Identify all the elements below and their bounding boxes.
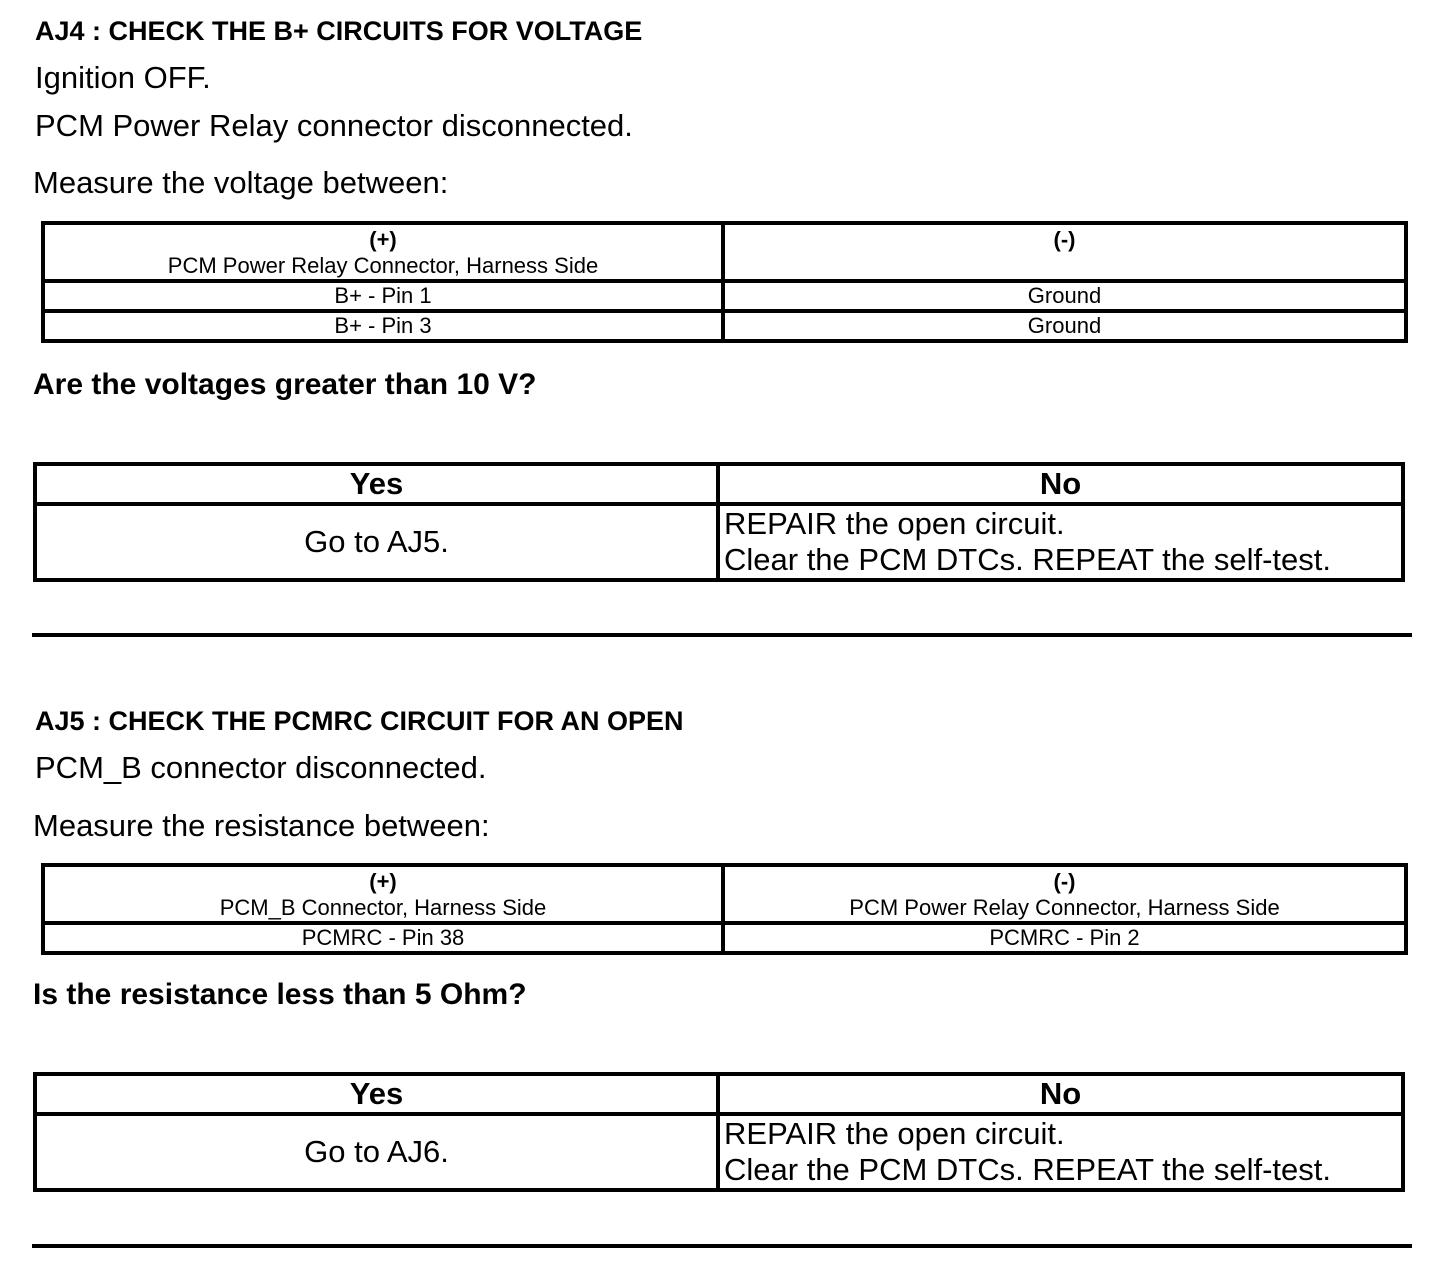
- answer-header-row: [35, 464, 1403, 504]
- minus-cell: Ground: [723, 281, 1406, 311]
- no-header: No: [718, 1074, 1403, 1114]
- step-title: AJ4 : CHECK THE B+ CIRCUITS FOR VOLTAGE: [35, 16, 643, 46]
- plus-cell: PCMRC - Pin 38: [43, 923, 723, 953]
- plus-connector-label: PCM Power Relay Connector, Harness Side: [167, 253, 599, 278]
- plus-header-cell: [43, 865, 723, 923]
- condition-line: PCM_B connector disconnected.: [35, 750, 487, 785]
- table-row: [43, 281, 1406, 311]
- section-divider: [32, 633, 1412, 637]
- yes-header: Yes: [35, 464, 718, 504]
- instruction-line: Measure the resistance between:: [33, 808, 490, 843]
- no-action-line: REPAIR the open circuit.: [724, 506, 1065, 541]
- no-header: No: [718, 464, 1403, 504]
- measurement-table: [41, 221, 1408, 343]
- plus-connector-label: PCM_B Connector, Harness Side: [219, 895, 547, 920]
- minus-header-cell: [723, 865, 1406, 923]
- yes-action: Go to AJ6.: [35, 1114, 718, 1190]
- plus-cell: B+ - Pin 1: [43, 281, 723, 311]
- minus-symbol: (-): [1053, 227, 1076, 252]
- yes-action: Go to AJ5.: [35, 504, 718, 580]
- instruction-line: Measure the voltage between:: [33, 165, 449, 200]
- table-header-row: [43, 223, 1406, 281]
- plus-symbol: (+): [369, 869, 397, 894]
- answer-row: [35, 504, 1403, 580]
- minus-header-cell: [723, 223, 1406, 281]
- no-action-line: Clear the PCM DTCs. REPEAT the self-test.: [724, 1152, 1331, 1187]
- no-action: [718, 1114, 1403, 1190]
- condition-line: PCM Power Relay connector disconnected.: [35, 108, 633, 143]
- minus-cell: PCMRC - Pin 2: [723, 923, 1406, 953]
- plus-header-cell: [43, 223, 723, 281]
- plus-cell: B+ - Pin 3: [43, 311, 723, 341]
- question-text: Are the voltages greater than 10 V?: [33, 368, 537, 401]
- minus-symbol: (-): [1053, 869, 1076, 894]
- plus-symbol: (+): [369, 227, 397, 252]
- table-row: [43, 311, 1406, 341]
- question-text: Is the resistance less than 5 Ohm?: [33, 978, 527, 1011]
- answer-table: [33, 1072, 1405, 1192]
- no-action: [718, 504, 1403, 580]
- section-divider: [32, 1244, 1412, 1248]
- step-title: AJ5 : CHECK THE PCMRC CIRCUIT FOR AN OPEN: [35, 706, 684, 736]
- minus-connector-label: PCM Power Relay Connector, Harness Side: [849, 895, 1280, 920]
- measurement-table: [41, 863, 1408, 955]
- answer-table: [33, 462, 1405, 582]
- answer-row: [35, 1114, 1403, 1190]
- answer-header-row: [35, 1074, 1403, 1114]
- condition-line: Ignition OFF.: [35, 60, 211, 95]
- table-header-row: [43, 865, 1406, 923]
- no-action-line: REPAIR the open circuit.: [724, 1116, 1065, 1151]
- minus-cell: Ground: [723, 311, 1406, 341]
- yes-header: Yes: [35, 1074, 718, 1114]
- table-row: [43, 923, 1406, 953]
- no-action-line: Clear the PCM DTCs. REPEAT the self-test.: [724, 542, 1331, 577]
